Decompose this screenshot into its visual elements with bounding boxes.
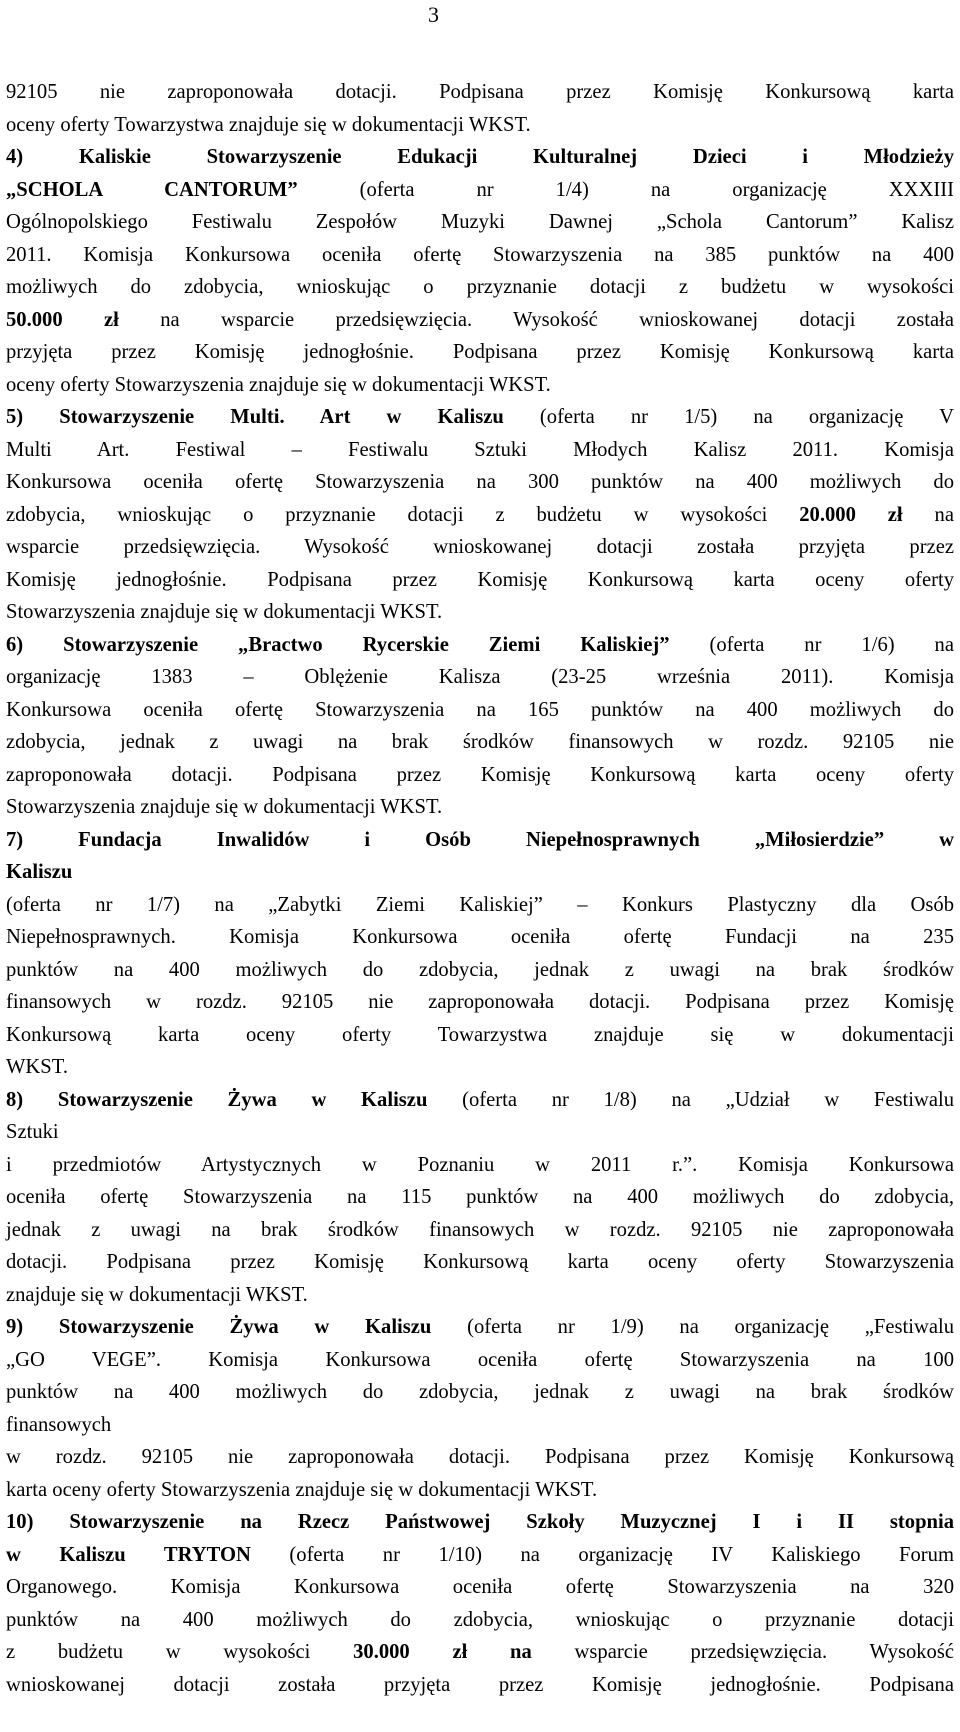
text-segment: na wsparcie przedsięwzięcia. Wysokość wnioskowanej dotacji została — [118, 308, 954, 331]
text-segment: Komisję jednogłośnie. Podpisana przez Komisję Konkursową karta oceny oferty — [6, 568, 954, 591]
text-line — [6, 434, 954, 467]
text-line — [6, 986, 954, 1019]
bold-text-segment: 30.000 zł na — [353, 1641, 532, 1663]
text-line — [6, 1214, 954, 1247]
text-line — [6, 76, 954, 109]
text-segment: Sztuki — [6, 1121, 59, 1143]
text-segment: (oferta nr 1/5) na organizację V — [503, 406, 954, 428]
text-segment: jednak z uwagi na brak środków finansowych w rozdz. 92105 nie zaproponowała — [6, 1218, 954, 1241]
text-line — [6, 369, 954, 402]
text-segment: w rozdz. 92105 nie zaproponowała dotacji. Podpisana przez Komisję Konkursową — [6, 1446, 954, 1468]
bold-text-segment: w Kaliszu TRYTON — [6, 1543, 251, 1566]
text-line — [6, 109, 954, 142]
text-segment: (oferta nr 1/9) na organizację „Festiwalu — [431, 1316, 955, 1338]
text-segment: (oferta nr 1/4) na organizację XXXIII — [297, 178, 954, 201]
text-segment: i przedmiotów Artystycznych w Poznaniu w 2011 r.”. Komisja Konkursowa — [6, 1153, 954, 1176]
text-segment: dotacji. Podpisana przez Komisję Konkursową karta oceny oferty Stowarzyszenia — [6, 1251, 954, 1273]
text-segment: Konkursową karta oceny oferty Towarzystwa znajduje się w dokumentacji — [6, 1023, 954, 1046]
text-line — [6, 1506, 954, 1539]
text-line — [6, 564, 954, 597]
text-line — [6, 531, 954, 564]
bold-text-segment: „SCHOLA CANTORUM” — [6, 178, 298, 201]
text-segment: punktów na 400 możliwych do zdobycia, jednak z uwagi na brak środków — [6, 1381, 954, 1403]
text-line — [6, 1019, 954, 1052]
text-segment: 92105 nie zaproponowała dotacji. Podpisana przez Komisję Konkursową karta — [6, 81, 954, 103]
text-segment: zaproponowała dotacji. Podpisana przez Komisję Konkursową karta oceny oferty — [6, 763, 954, 786]
bold-text-segment: 10) Stowarzyszenie na Rzecz Państwowej Szkoły Muzycznej I i II stopnia — [6, 1511, 954, 1533]
text-line — [6, 856, 954, 889]
bold-text-segment: 50.000 zł — [6, 308, 119, 331]
text-segment: „GO VEGE”. Komisja Konkursowa oceniła ofertę Stowarzyszenia na 100 — [6, 1348, 954, 1371]
text-line — [6, 466, 954, 499]
text-line — [6, 271, 954, 304]
text-line — [6, 1474, 954, 1507]
text-segment: wsparcie przedsięwzięcia. Wysokość — [531, 1641, 955, 1663]
text-segment: wnioskowanej dotacji została przyjęta przez Komisję jednogłośnie. Podpisana — [6, 1673, 954, 1696]
text-segment: Organowego. Komisja Konkursowa oceniła ofertę Stowarzyszenia na 320 — [6, 1576, 954, 1598]
text-line — [6, 1669, 954, 1702]
text-line — [6, 401, 954, 434]
text-segment: finansowych w rozdz. 92105 nie zaproponowała dotacji. Podpisana przez Komisję — [6, 991, 954, 1013]
bold-text-segment: 7) Fundacja Inwalidów i Osób Niepełnosprawnych „Miłosierdzie” w — [6, 828, 954, 851]
bold-text-segment: 5) Stowarzyszenie Multi. Art w Kaliszu — [6, 406, 504, 428]
text-segment: oceny oferty Towarzystwa znajduje się w dokumentacji WKST. — [6, 113, 531, 136]
text-line — [6, 1116, 954, 1149]
text-segment: punktów na 400 możliwych do zdobycia, jednak z uwagi na brak środków — [6, 958, 954, 981]
bold-text-segment: 4) Kaliskie Stowarzyszenie Edukacji Kulturalnej Dzieci i Młodzieży — [6, 146, 954, 168]
text-line — [6, 1279, 954, 1312]
text-line — [6, 336, 954, 369]
bold-text-segment: 8) Stowarzyszenie Żywa w Kaliszu — [6, 1088, 428, 1111]
text-segment: Multi Art. Festiwal – Festiwalu Sztuki Młodych Kalisz 2011. Komisja — [6, 438, 954, 461]
text-segment: (oferta nr 1/7) na „Zabytki Ziemi Kaliskiej” – Konkurs Plastyczny dla Osób — [6, 893, 954, 916]
text-line — [6, 1571, 954, 1604]
text-segment: finansowych — [6, 1413, 112, 1436]
text-segment: Stowarzyszenia znajduje się w dokumentacji WKST. — [6, 601, 443, 623]
text-segment: organizację 1383 – Oblężenie Kalisza (23-25 września 2011). Komisja — [6, 666, 954, 688]
text-segment: wsparcie przedsięwzięcia. Wysokość wnioskowanej dotacji została przyjęta przez — [6, 536, 954, 558]
text-segment: oceny oferty Stowarzyszenia znajduje się w dokumentacji WKST. — [6, 373, 551, 396]
text-segment: (oferta nr 1/8) na „Udział w Festiwalu — [427, 1088, 954, 1111]
text-segment: możliwych do zdobycia, wnioskując o przyznanie dotacji z budżetu w wysokości — [6, 276, 954, 298]
text-segment: (oferta nr 1/6) na — [669, 633, 954, 656]
text-line — [6, 921, 954, 954]
text-line — [6, 1246, 954, 1279]
text-line — [6, 661, 954, 694]
text-segment: Konkursowa oceniła ofertę Stowarzyszenia na 300 punktów na 400 możliwych do — [6, 471, 954, 493]
text-line — [6, 1604, 954, 1637]
bold-text-segment: 20.000 zł — [799, 503, 903, 526]
text-line — [6, 1344, 954, 1377]
text-line — [6, 629, 954, 662]
bold-text-segment: Kaliszu — [6, 861, 73, 883]
text-line — [6, 1376, 954, 1409]
text-line — [6, 791, 954, 824]
text-segment: zdobycia, jednak z uwagi na brak środków finansowych w rozdz. 92105 nie — [6, 731, 954, 753]
text-line — [6, 141, 954, 174]
text-segment: Konkursowa oceniła ofertę Stowarzyszenia na 165 punktów na 400 możliwych do — [6, 698, 954, 721]
text-line — [6, 1149, 954, 1182]
text-line — [6, 206, 954, 239]
text-segment: karta oceny oferty Stowarzyszenia znajduje się w dokumentacji WKST. — [6, 1478, 598, 1501]
text-line — [6, 1636, 954, 1669]
body-text — [6, 76, 954, 1701]
text-segment: 2011. Komisja Konkursowa oceniła ofertę Stowarzyszenia na 385 punktów na 400 — [6, 243, 954, 266]
text-segment: znajduje się w dokumentacji WKST. — [6, 1283, 308, 1306]
text-segment: Niepełnosprawnych. Komisja Konkursowa oceniła ofertę Fundacji na 235 — [6, 926, 954, 948]
text-segment: Ogólnopolskiego Festiwalu Zespołów Muzyki Dawnej „Schola Cantorum” Kalisz — [6, 211, 954, 233]
text-line — [6, 596, 954, 629]
text-segment: WKST. — [6, 1056, 68, 1078]
text-line — [6, 1084, 954, 1117]
text-segment: (oferta nr 1/10) na organizację IV Kaliskiego Forum — [250, 1543, 954, 1566]
text-segment: zdobycia, wnioskując o przyznanie dotacji z budżetu w wysokości — [6, 503, 800, 526]
bold-text-segment: 6) Stowarzyszenie „Bractwo Rycerskie Ziemi Kaliskiej” — [6, 633, 670, 656]
text-line — [6, 1409, 954, 1442]
text-line — [6, 726, 954, 759]
text-line — [6, 499, 954, 532]
text-line — [6, 1441, 954, 1474]
page-number: 3 — [428, 2, 439, 27]
text-line — [6, 694, 954, 727]
text-line — [6, 889, 954, 922]
text-line — [6, 1539, 954, 1572]
text-line — [6, 954, 954, 987]
text-segment: Stowarzyszenia znajduje się w dokumentacji WKST. — [6, 796, 443, 818]
text-segment: na — [902, 503, 954, 526]
text-line — [6, 824, 954, 857]
text-line — [6, 1311, 954, 1344]
text-line — [6, 1051, 954, 1084]
text-segment: z budżetu w wysokości — [6, 1641, 354, 1663]
bold-text-segment: 9) Stowarzyszenie Żywa w Kaliszu — [6, 1316, 432, 1338]
text-line — [6, 304, 954, 337]
text-line — [6, 759, 954, 792]
text-segment: oceniła ofertę Stowarzyszenia na 115 punktów na 400 możliwych do zdobycia, — [6, 1186, 954, 1208]
text-segment: przyjęta przez Komisję jednogłośnie. Podpisana przez Komisję Konkursową karta — [6, 341, 954, 363]
text-line — [6, 174, 954, 207]
text-segment: punktów na 400 możliwych do zdobycia, wnioskując o przyznanie dotacji — [6, 1608, 954, 1631]
text-line — [6, 239, 954, 272]
text-line — [6, 1181, 954, 1214]
